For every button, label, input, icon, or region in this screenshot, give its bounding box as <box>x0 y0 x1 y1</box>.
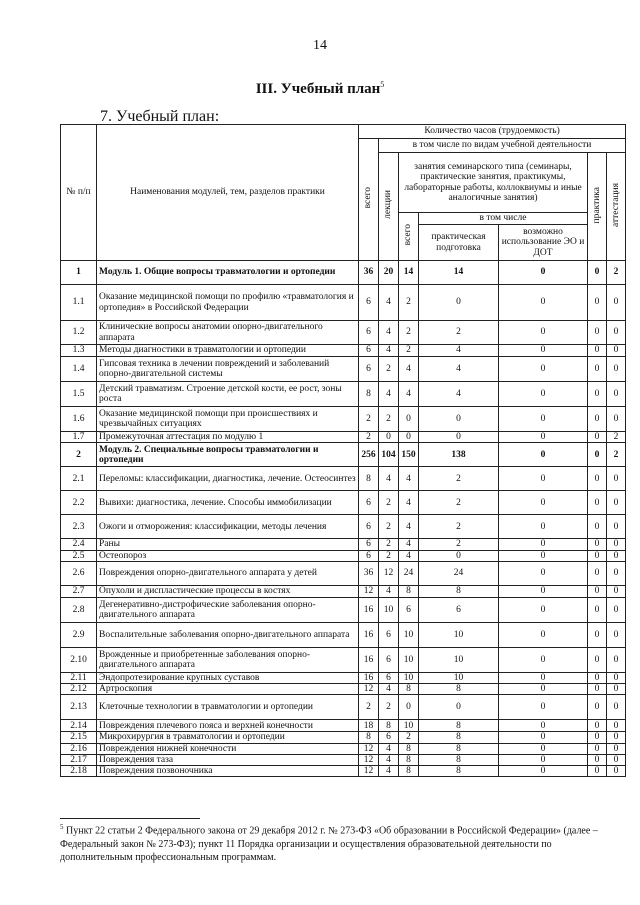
row-total: 12 <box>359 754 379 765</box>
row-practical: 8 <box>419 754 499 765</box>
row-practical: 8 <box>419 720 499 732</box>
row-num: 2.2 <box>61 491 97 515</box>
row-practical: 8 <box>419 766 499 777</box>
row-practical: 4 <box>419 382 499 407</box>
row-attestation: 0 <box>607 467 626 491</box>
table-row <box>61 647 626 672</box>
row-lectures: 6 <box>379 672 399 683</box>
row-seminar: 10 <box>399 647 419 672</box>
row-distance: 0 <box>499 407 588 432</box>
table-row <box>61 321 626 345</box>
row-seminar: 2 <box>399 345 419 357</box>
header-total <box>359 139 379 261</box>
row-name: Повреждения опорно-двигательного аппарата у детей <box>97 561 359 585</box>
row-practical: 0 <box>419 550 499 561</box>
row-attestation: 0 <box>607 684 626 695</box>
row-num: 2.12 <box>61 684 97 695</box>
row-seminar: 0 <box>399 695 419 720</box>
row-practical: 10 <box>419 647 499 672</box>
row-total: 12 <box>359 766 379 777</box>
row-distance: 0 <box>499 766 588 777</box>
header-practice-text: практика <box>591 186 602 224</box>
row-practice: 0 <box>588 684 607 695</box>
row-distance: 0 <box>499 261 588 285</box>
row-seminar: 10 <box>399 720 419 732</box>
row-practical: 0 <box>419 407 499 432</box>
row-attestation: 0 <box>607 285 626 321</box>
footnote-ref: 5 <box>380 80 385 89</box>
table-row <box>61 443 626 467</box>
row-practice: 0 <box>588 561 607 585</box>
row-total: 16 <box>359 647 379 672</box>
row-num: 2.9 <box>61 622 97 647</box>
table-row <box>61 754 626 765</box>
row-total: 16 <box>359 597 379 622</box>
row-total: 6 <box>359 491 379 515</box>
row-num: 2.3 <box>61 515 97 539</box>
row-attestation: 0 <box>607 597 626 622</box>
row-distance: 0 <box>499 443 588 467</box>
row-distance: 0 <box>499 720 588 732</box>
row-practical: 138 <box>419 443 499 467</box>
row-name: Оказание медицинской помощи при происшествиях и чрезвычайных ситуациях <box>97 407 359 432</box>
row-attestation: 0 <box>607 720 626 732</box>
row-attestation: 0 <box>607 695 626 720</box>
row-seminar: 4 <box>399 357 419 382</box>
row-name: Промежуточная аттестация по модулю 1 <box>97 432 359 443</box>
table-row <box>61 357 626 382</box>
header-distance: возможно использование ЭО и ДОТ <box>499 225 588 261</box>
row-practical: 8 <box>419 684 499 695</box>
row-lectures: 2 <box>379 695 399 720</box>
row-practical: 8 <box>419 743 499 754</box>
row-total: 2 <box>359 432 379 443</box>
row-name: Клинические вопросы анатомии опорно-двигательного аппарата <box>97 321 359 345</box>
header-name: Наименования модулей, тем, разделов практики <box>97 125 359 261</box>
row-practical: 6 <box>419 597 499 622</box>
row-lectures: 104 <box>379 443 399 467</box>
row-lectures: 4 <box>379 585 399 597</box>
table-row <box>61 743 626 754</box>
row-num: 2.15 <box>61 732 97 743</box>
row-num: 2.17 <box>61 754 97 765</box>
row-lectures: 20 <box>379 261 399 285</box>
row-practice: 0 <box>588 443 607 467</box>
row-practice: 0 <box>588 321 607 345</box>
row-distance: 0 <box>499 345 588 357</box>
row-distance: 0 <box>499 672 588 683</box>
row-attestation: 2 <box>607 261 626 285</box>
row-practice: 0 <box>588 515 607 539</box>
row-practice: 0 <box>588 261 607 285</box>
row-practical: 4 <box>419 357 499 382</box>
row-lectures: 10 <box>379 597 399 622</box>
row-practice: 0 <box>588 432 607 443</box>
row-seminar: 14 <box>399 261 419 285</box>
row-num: 2.1 <box>61 467 97 491</box>
table-row <box>61 407 626 432</box>
row-attestation: 0 <box>607 407 626 432</box>
row-num: 2.13 <box>61 695 97 720</box>
row-attestation: 0 <box>607 754 626 765</box>
row-num: 2.18 <box>61 766 97 777</box>
row-lectures: 2 <box>379 407 399 432</box>
row-lectures: 4 <box>379 684 399 695</box>
row-distance: 0 <box>499 597 588 622</box>
row-num: 1.7 <box>61 432 97 443</box>
row-total: 6 <box>359 345 379 357</box>
row-total: 2 <box>359 695 379 720</box>
row-seminar: 2 <box>399 285 419 321</box>
curriculum-table <box>60 124 626 777</box>
row-seminar: 4 <box>399 550 419 561</box>
row-practical: 10 <box>419 622 499 647</box>
row-total: 256 <box>359 443 379 467</box>
row-distance: 0 <box>499 647 588 672</box>
row-seminar: 4 <box>399 382 419 407</box>
row-practical: 0 <box>419 432 499 443</box>
row-seminar: 10 <box>399 672 419 683</box>
row-practice: 0 <box>588 467 607 491</box>
footnote-divider <box>60 818 200 819</box>
row-distance: 0 <box>499 695 588 720</box>
row-practice: 0 <box>588 491 607 515</box>
row-practice: 0 <box>588 720 607 732</box>
header-seminar: занятия семинарского типа (семинары, практические занятия, практикумы, лабораторные работы, коллоквиумы и иные аналогичные занятия) <box>399 153 588 213</box>
table-row <box>61 720 626 732</box>
row-distance: 0 <box>499 539 588 550</box>
row-lectures: 6 <box>379 622 399 647</box>
row-total: 6 <box>359 321 379 345</box>
row-attestation: 0 <box>607 539 626 550</box>
row-name: Вывихи: диагностика, лечение. Способы иммобилизации <box>97 491 359 515</box>
row-name: Оказание медицинской помощи по профилю «травматология и ортопедия» в Российской Федерации <box>97 285 359 321</box>
row-practical: 2 <box>419 515 499 539</box>
row-practice: 0 <box>588 285 607 321</box>
row-seminar: 0 <box>399 432 419 443</box>
table-row <box>61 597 626 622</box>
header-incl: в том числе <box>419 213 588 225</box>
row-distance: 0 <box>499 321 588 345</box>
row-practical: 8 <box>419 585 499 597</box>
row-attestation: 0 <box>607 550 626 561</box>
row-practical: 14 <box>419 261 499 285</box>
row-total: 36 <box>359 561 379 585</box>
row-total: 8 <box>359 382 379 407</box>
row-attestation: 0 <box>607 732 626 743</box>
row-total: 16 <box>359 672 379 683</box>
row-practice: 0 <box>588 357 607 382</box>
row-distance: 0 <box>499 491 588 515</box>
row-name: Повреждения нижней конечности <box>97 743 359 754</box>
row-lectures: 8 <box>379 720 399 732</box>
header-by-type: в том числе по видам учебной деятельности <box>379 139 626 153</box>
row-attestation: 0 <box>607 585 626 597</box>
header-seminar-total-text: всего <box>403 224 414 246</box>
row-lectures: 4 <box>379 743 399 754</box>
row-name: Методы диагностики в травматологии и ортопедии <box>97 345 359 357</box>
row-practice: 0 <box>588 754 607 765</box>
table-row <box>61 432 626 443</box>
header-lectures <box>379 153 399 261</box>
row-name: Микрохирургия в травматологии и ортопедии <box>97 732 359 743</box>
row-total: 6 <box>359 550 379 561</box>
row-num: 1.1 <box>61 285 97 321</box>
row-attestation: 0 <box>607 561 626 585</box>
header-practice <box>588 153 607 261</box>
row-distance: 0 <box>499 382 588 407</box>
row-seminar: 8 <box>399 754 419 765</box>
section-title <box>0 80 640 98</box>
row-seminar: 4 <box>399 515 419 539</box>
row-distance: 0 <box>499 432 588 443</box>
table-row <box>61 585 626 597</box>
row-lectures: 6 <box>379 732 399 743</box>
row-practice: 0 <box>588 695 607 720</box>
row-lectures: 6 <box>379 647 399 672</box>
row-num: 2.6 <box>61 561 97 585</box>
row-name: Повреждения позвоночника <box>97 766 359 777</box>
row-total: 12 <box>359 743 379 754</box>
row-name: Раны <box>97 539 359 550</box>
row-lectures: 0 <box>379 432 399 443</box>
row-num: 2 <box>61 443 97 467</box>
row-seminar: 8 <box>399 743 419 754</box>
row-seminar: 2 <box>399 321 419 345</box>
row-num: 2.11 <box>61 672 97 683</box>
row-num: 2.5 <box>61 550 97 561</box>
row-num: 2.14 <box>61 720 97 732</box>
row-name: Врожденные и приобретенные заболевания опорно-двигательного аппарата <box>97 647 359 672</box>
row-seminar: 10 <box>399 622 419 647</box>
row-total: 6 <box>359 357 379 382</box>
row-practice: 0 <box>588 539 607 550</box>
table-row <box>61 261 626 285</box>
row-distance: 0 <box>499 743 588 754</box>
header-lectures-text: лекции <box>383 190 394 220</box>
table-row <box>61 515 626 539</box>
row-attestation: 0 <box>607 622 626 647</box>
row-attestation: 0 <box>607 766 626 777</box>
row-practice: 0 <box>588 597 607 622</box>
row-lectures: 2 <box>379 550 399 561</box>
table-row <box>61 695 626 720</box>
row-seminar: 8 <box>399 766 419 777</box>
row-total: 6 <box>359 539 379 550</box>
row-practice: 0 <box>588 622 607 647</box>
row-num: 1.6 <box>61 407 97 432</box>
row-practice: 0 <box>588 647 607 672</box>
row-total: 18 <box>359 720 379 732</box>
row-total: 12 <box>359 585 379 597</box>
table-row <box>61 285 626 321</box>
row-lectures: 4 <box>379 285 399 321</box>
row-attestation: 0 <box>607 491 626 515</box>
row-total: 12 <box>359 684 379 695</box>
row-num: 1 <box>61 261 97 285</box>
row-num: 1.4 <box>61 357 97 382</box>
row-num: 1.5 <box>61 382 97 407</box>
row-practice: 0 <box>588 743 607 754</box>
row-name: Артроскопия <box>97 684 359 695</box>
row-lectures: 2 <box>379 357 399 382</box>
row-attestation: 2 <box>607 432 626 443</box>
row-lectures: 4 <box>379 321 399 345</box>
row-practice: 0 <box>588 585 607 597</box>
row-name: Ожоги и отморожения: классификации, методы лечения <box>97 515 359 539</box>
row-total: 6 <box>359 515 379 539</box>
row-num: 2.7 <box>61 585 97 597</box>
row-total: 8 <box>359 467 379 491</box>
row-distance: 0 <box>499 684 588 695</box>
header-attestation <box>607 153 626 261</box>
row-name: Эндопротезирование крупных суставов <box>97 672 359 683</box>
row-seminar: 24 <box>399 561 419 585</box>
table-row <box>61 550 626 561</box>
header-hours: Количество часов (трудоемкость) <box>359 125 626 139</box>
row-distance: 0 <box>499 515 588 539</box>
row-num: 1.2 <box>61 321 97 345</box>
row-name: Воспалительные заболевания опорно-двигательного аппарата <box>97 622 359 647</box>
table-row <box>61 561 626 585</box>
row-attestation: 0 <box>607 647 626 672</box>
row-lectures: 2 <box>379 491 399 515</box>
row-num: 2.4 <box>61 539 97 550</box>
table-row <box>61 732 626 743</box>
table-row <box>61 684 626 695</box>
row-distance: 0 <box>499 357 588 382</box>
row-distance: 0 <box>499 585 588 597</box>
header-attestation-text: аттестация <box>610 182 621 227</box>
row-num: 2.8 <box>61 597 97 622</box>
row-distance: 0 <box>499 622 588 647</box>
row-distance: 0 <box>499 754 588 765</box>
row-num: 2.10 <box>61 647 97 672</box>
row-practice: 0 <box>588 672 607 683</box>
row-seminar: 4 <box>399 467 419 491</box>
row-total: 6 <box>359 285 379 321</box>
row-practical: 0 <box>419 695 499 720</box>
table-row <box>61 345 626 357</box>
row-practical: 2 <box>419 467 499 491</box>
row-lectures: 4 <box>379 754 399 765</box>
row-name: Остеопороз <box>97 550 359 561</box>
row-lectures: 4 <box>379 467 399 491</box>
row-practical: 24 <box>419 561 499 585</box>
row-distance: 0 <box>499 732 588 743</box>
row-practice: 0 <box>588 766 607 777</box>
row-practice: 0 <box>588 550 607 561</box>
row-distance: 0 <box>499 467 588 491</box>
row-seminar: 8 <box>399 684 419 695</box>
table-row <box>61 539 626 550</box>
row-seminar: 0 <box>399 407 419 432</box>
row-seminar: 4 <box>399 539 419 550</box>
row-name: Модуль 2. Специальные вопросы травматологии и ортопедии <box>97 443 359 467</box>
footnote <box>60 823 620 865</box>
row-seminar: 2 <box>399 732 419 743</box>
row-practice: 0 <box>588 407 607 432</box>
row-name: Дегенеративно-дистрофические заболевания опорно-двигательного аппарата <box>97 597 359 622</box>
row-name: Переломы: классификации, диагностика, лечение. Остеосинтез <box>97 467 359 491</box>
row-lectures: 12 <box>379 561 399 585</box>
row-lectures: 4 <box>379 766 399 777</box>
footnote-mark: 5 <box>60 823 64 831</box>
row-name: Детский травматизм. Строение детской кости, ее рост, зоны роста <box>97 382 359 407</box>
row-practice: 0 <box>588 382 607 407</box>
row-seminar: 6 <box>399 597 419 622</box>
row-seminar: 8 <box>399 585 419 597</box>
header-practical: практическая подготовка <box>419 225 499 261</box>
row-total: 2 <box>359 407 379 432</box>
table-row <box>61 467 626 491</box>
row-attestation: 2 <box>607 443 626 467</box>
subtitle: 7. Учебный план: <box>100 108 220 125</box>
table-row <box>61 766 626 777</box>
row-attestation: 0 <box>607 515 626 539</box>
table-row <box>61 672 626 683</box>
row-name: Опухоли и диспластические процессы в костях <box>97 585 359 597</box>
table-row <box>61 382 626 407</box>
row-distance: 0 <box>499 561 588 585</box>
section-title-text: III. Учебный план <box>255 81 381 97</box>
row-lectures: 4 <box>379 345 399 357</box>
header-total-text: всего <box>363 187 374 209</box>
row-practical: 2 <box>419 491 499 515</box>
row-attestation: 0 <box>607 345 626 357</box>
row-attestation: 0 <box>607 743 626 754</box>
header-num: № п/п <box>61 125 97 261</box>
row-total: 8 <box>359 732 379 743</box>
row-seminar: 4 <box>399 491 419 515</box>
row-practical: 8 <box>419 732 499 743</box>
row-practice: 0 <box>588 345 607 357</box>
row-practical: 2 <box>419 539 499 550</box>
row-attestation: 0 <box>607 672 626 683</box>
table-row <box>61 622 626 647</box>
row-num: 2.16 <box>61 743 97 754</box>
row-total: 36 <box>359 261 379 285</box>
row-lectures: 2 <box>379 539 399 550</box>
row-attestation: 0 <box>607 357 626 382</box>
page-number: 14 <box>313 38 327 53</box>
row-name: Повреждения плечевого пояса и верхней конечности <box>97 720 359 732</box>
row-name: Клеточные технологии в травматологии и ортопедии <box>97 695 359 720</box>
row-practical: 4 <box>419 345 499 357</box>
row-total: 16 <box>359 622 379 647</box>
row-name: Повреждения таза <box>97 754 359 765</box>
row-attestation: 0 <box>607 382 626 407</box>
table-row <box>61 491 626 515</box>
footnote-text: Пункт 22 статьи 2 Федерального закона от 29 декабря 2012 г. № 273-ФЗ «Об образовании в Российской Федерации» (далее – Федеральный закон № 273-ФЗ); пункт 11 Порядка организации и осуществления образовательной деятельности по дополнительным профессиональным программам. <box>60 825 598 864</box>
row-practical: 0 <box>419 285 499 321</box>
row-practical: 2 <box>419 321 499 345</box>
row-lectures: 4 <box>379 382 399 407</box>
table-body <box>61 261 626 777</box>
row-practice: 0 <box>588 732 607 743</box>
row-distance: 0 <box>499 550 588 561</box>
row-practical: 10 <box>419 672 499 683</box>
row-distance: 0 <box>499 285 588 321</box>
row-attestation: 0 <box>607 321 626 345</box>
row-lectures: 2 <box>379 515 399 539</box>
row-name: Гипсовая техника в лечении повреждений и заболеваний опорно-двигательной системы <box>97 357 359 382</box>
row-num: 1.3 <box>61 345 97 357</box>
row-name: Модуль 1. Общие вопросы травматологии и ортопедии <box>97 261 359 285</box>
header-seminar-total <box>399 213 419 261</box>
row-seminar: 150 <box>399 443 419 467</box>
